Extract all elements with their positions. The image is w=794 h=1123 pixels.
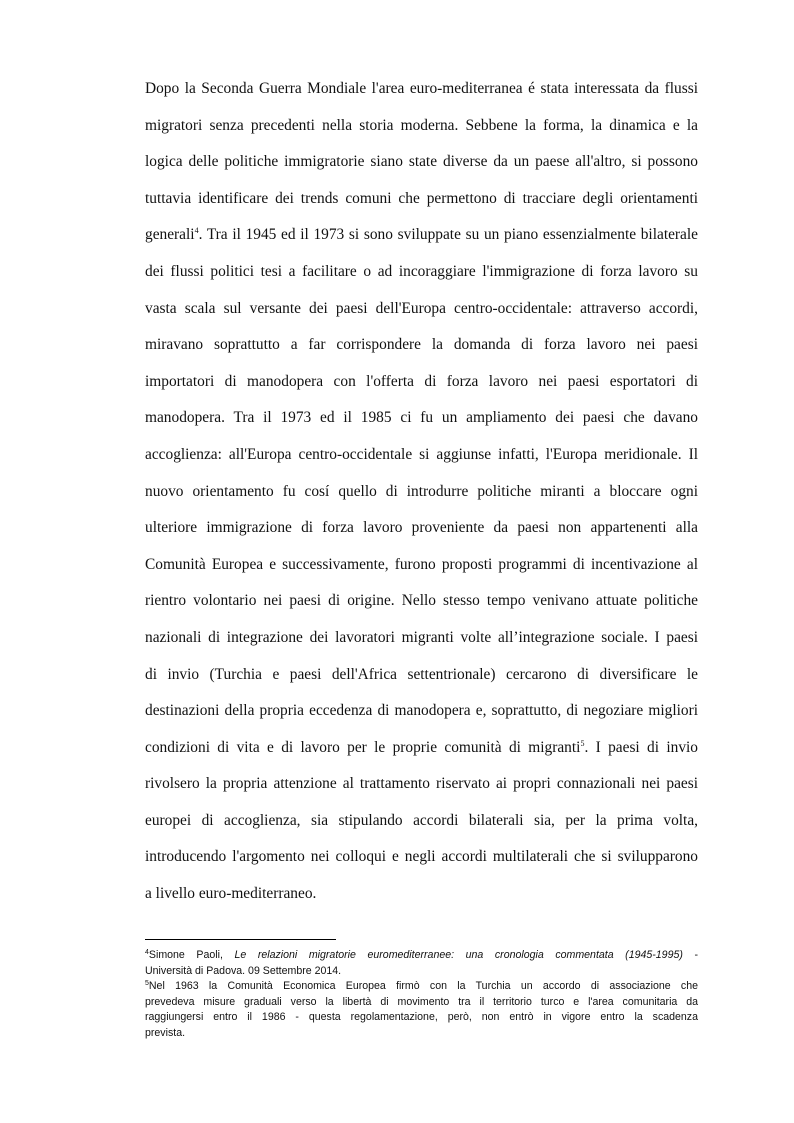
- body-line: migratori senza precedenti nella storia moderna. Sebbene la forma, la dinamica e la: [145, 116, 698, 134]
- body-line: di invio (Turchia e paesi dell'Africa settentrionale) cercarono di diversificare le: [145, 665, 698, 683]
- footnote-marker: 4: [145, 949, 149, 956]
- body-line: logica delle politiche immigratorie siano state diverse da un paese all'altro, si possono: [145, 153, 698, 171]
- body-line: nuovo orientamento fu cosí quello di introdurre politiche miranti a bloccare ogni: [145, 482, 698, 500]
- footnote-5: [145, 979, 698, 1041]
- footnote-line: [145, 979, 698, 995]
- body-line: dei flussi politici tesi a facilitare o ad incoraggiare l'immigrazione di forza lavoro su: [145, 262, 698, 280]
- body-line: introducendo l'argomento nei colloqui e negli accordi multilaterali che si svilupparono: [145, 848, 698, 866]
- body-line: a livello euro-mediterraneo.: [145, 885, 317, 903]
- body-line: Dopo la Seconda Guerra Mondiale l'area euro-mediterranea é stata interessata da flussi: [145, 80, 698, 97]
- body-line: rientro volontario nei paesi di origine. Nello stesso tempo venivano attuate politiche: [145, 592, 698, 610]
- body-text-fragment: . I paesi di invio: [584, 738, 698, 756]
- body-line: ulteriore immigrazione di forza lavoro proveniente da paesi non appartenenti alla: [145, 519, 698, 537]
- body-text-fragment: condizioni di vita e di lavoro per le proprie comunità di migranti: [145, 738, 581, 756]
- footnote-4: [145, 948, 698, 979]
- footnote-marker: 5: [145, 980, 149, 987]
- footnote-text: -: [682, 949, 698, 961]
- footnote-separator: [145, 939, 336, 940]
- footnote-text: Nel 1963 la Comunità Economica Europea firmò con la Turchia un accordo di associazione che: [148, 980, 698, 992]
- footnotes: [145, 948, 698, 1041]
- body-line: europei di accoglienza, sia stipulando accordi bilaterali sia, per la prima volta,: [145, 811, 698, 829]
- footnote-line: Università di Padova. 09 Settembre 2014.: [145, 964, 342, 977]
- body-line: manodopera. Tra il 1973 ed il 1985 ci fu un ampliamento dei paesi che davano: [145, 409, 698, 427]
- body-line: Comunità Europea e successivamente, furono proposti programmi di incentivazione al: [145, 555, 698, 573]
- footnote-title: Le relazioni migratorie euromediterranee: una cronologia commentata (1945-1995): [234, 949, 683, 961]
- body-line: destinazioni della propria eccedenza di manodopera e, soprattutto, di negoziare migliori: [145, 702, 698, 720]
- body-line: nazionali di integrazione dei lavoratori migranti volte all’integrazione sociale. I paesi: [145, 628, 698, 646]
- body-line: importatori di manodopera con l'offerta di forza lavoro nei paesi esportatori di: [145, 372, 698, 390]
- footnote-line: prevedeva misure graduali verso la libertà di movimento tra il territorio turco e l'area comunitaria da: [145, 995, 698, 1008]
- footnote-ref-4[interactable]: 4: [194, 226, 199, 236]
- footnote-line: raggiungersi entro il 1986 - questa regolamentazione, però, non entrò in vigore entro la scadenza: [145, 1011, 698, 1023]
- footnote-author: Simone Paoli,: [148, 949, 235, 961]
- body-line: rivolsero la propria attenzione al trattamento riservato ai propri connazionali nei paesi: [145, 775, 698, 793]
- body-line: vasta scala sul versante dei paesi dell'Europa centro-occidentale: attraverso accordi,: [145, 299, 698, 317]
- footnote-line: prevista.: [145, 1026, 186, 1039]
- body-line: accoglienza: all'Europa centro-occidentale si aggiunse infatti, l'Europa meridionale. Il: [145, 445, 698, 463]
- body-line: miravano soprattutto a far corrispondere la domanda di forza lavoro nei paesi: [145, 336, 698, 354]
- body-text-fragment: generali: [145, 226, 195, 244]
- footnote-ref-5[interactable]: 5: [580, 738, 585, 748]
- body-line: [145, 217, 698, 254]
- body-text-fragment: . Tra il 1945 ed il 1973 si sono sviluppate su un piano essenzialmente bilaterale: [198, 226, 698, 244]
- body-line: [145, 730, 698, 767]
- footnote-line: [145, 948, 698, 964]
- body-text: [145, 71, 698, 913]
- body-line: tuttavia identificare dei trends comuni che permettono di tracciare degli orientamenti: [145, 189, 698, 207]
